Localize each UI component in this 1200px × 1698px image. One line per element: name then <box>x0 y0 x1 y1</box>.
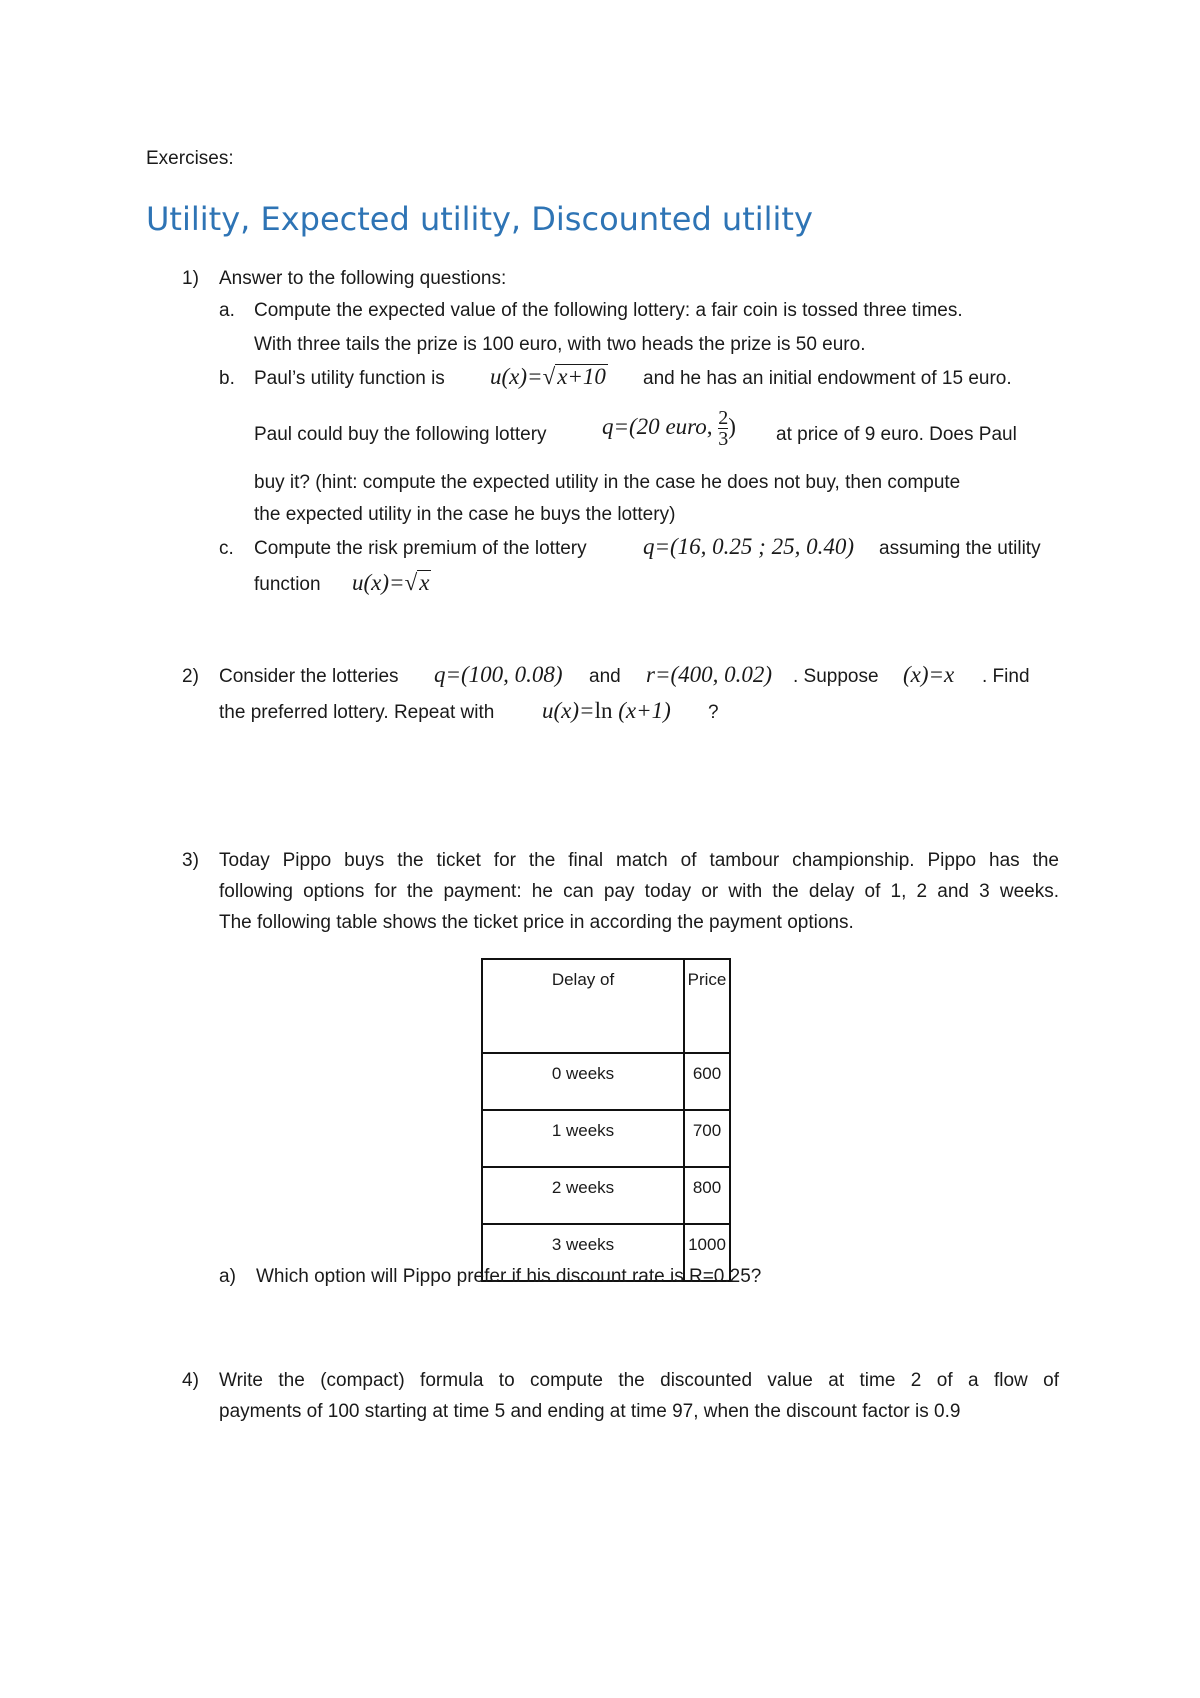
q2-lottery-r: r=(400, 0.02) <box>646 662 773 687</box>
q3-line1: Today Pippo buys the ticket for the final match of tambour championship. Pippo has the <box>219 850 1059 871</box>
q1c-lead: Compute the risk premium of the lottery <box>254 538 587 559</box>
q2-ux: u(x)= <box>542 698 595 723</box>
q1b-line3: buy it? (hint: compute the expected utility in the case he does not buy, then compute <box>254 472 961 493</box>
q2-linear-utility: (x)=x <box>903 662 955 687</box>
page-title: Utility, Expected utility, Discounted utility <box>146 200 813 238</box>
table-cell: 700 <box>684 1110 730 1167</box>
table-header-cell: Price <box>684 959 730 1053</box>
q1b-tail: and he has an initial endowment of 15 euro. <box>643 368 1012 389</box>
q1c-line2-lead: function <box>254 574 321 595</box>
table-row <box>482 1110 730 1167</box>
q1c-lottery-formula: q=(16, 0.25 ; 25, 0.40) <box>643 534 854 559</box>
q1b-formula-lhs: u(x)= <box>490 364 543 389</box>
q1b-lottery-lead: Paul could buy the following lottery <box>254 424 547 445</box>
q1a-line1: Compute the expected value of the following lottery: a fair coin is tossed three times. <box>254 300 963 321</box>
q3a-letter: a) <box>219 1266 236 1287</box>
q1b-line4: the expected utility in the case he buys the lottery) <box>254 504 676 525</box>
q2-number: 2) <box>182 666 199 687</box>
q1b-lottery-lhs: q=(20 <box>602 413 660 439</box>
q2-line2-lead: the preferred lottery. Repeat with <box>219 702 495 723</box>
q2-and: and <box>589 666 621 687</box>
q1b-formula-radicand: x+10 <box>557 364 606 389</box>
table-row <box>482 1167 730 1224</box>
price-table <box>481 958 731 1282</box>
exercises-label: Exercises: <box>146 148 234 169</box>
q1b-lottery-unit: euro <box>665 413 707 439</box>
q2-question-mark: ? <box>708 702 719 723</box>
table-cell: 1 weeks <box>482 1110 684 1167</box>
table-row <box>482 1053 730 1110</box>
q2-ln: ln <box>594 698 613 723</box>
q4-line2: payments of 100 starting at time 5 and ending at time 97, when the discount factor is 0.9 <box>219 1401 961 1422</box>
q1a-letter: a. <box>219 300 235 321</box>
q1b-utility-formula: u(x)=√x+10 <box>490 364 606 389</box>
q2-find: . Find <box>982 666 1030 687</box>
table-header-row <box>482 959 730 1053</box>
q4-line1: Write the (compact) formula to compute the discounted value at time 2 of a flow of <box>219 1370 1059 1391</box>
q2-suppose: . Suppose <box>793 666 879 687</box>
table-cell: 0 weeks <box>482 1053 684 1110</box>
q3-line3: The following table shows the ticket price in according the payment options. <box>219 912 854 933</box>
table-cell: 3 weeks <box>482 1224 684 1281</box>
q4-number: 4) <box>182 1370 199 1391</box>
q1c-func-lhs: u(x)= <box>352 570 405 595</box>
q3-line2: following options for the payment: he can pay today or with the delay of 1, 2 and 3 weeks. <box>219 881 1059 902</box>
q2-log-utility <box>542 698 671 724</box>
q3a-text: Which option will Pippo prefer if his discount rate is R=0.25? <box>256 1266 762 1287</box>
q1b-lottery-formula <box>602 408 736 449</box>
q1c-utility-formula: u(x)=√x <box>352 570 430 595</box>
table-cell: 2 weeks <box>482 1167 684 1224</box>
fraction-denominator: 3 <box>718 428 729 450</box>
q1c-func-radicand: x <box>419 570 430 595</box>
q2-lead: Consider the lotteries <box>219 666 399 687</box>
table-cell: 600 <box>684 1053 730 1110</box>
q1b-lottery-close: ) <box>728 413 736 439</box>
q2-lottery-q: q=(100, 0.08) <box>434 662 563 687</box>
q1b-lottery-sep: , <box>706 413 713 439</box>
q1-number: 1) <box>182 268 199 289</box>
q1b-lead: Paul’s utility function is <box>254 368 445 389</box>
q3-number: 3) <box>182 850 199 871</box>
q2-ln-arg: (x+1) <box>618 698 671 723</box>
q1b-letter: b. <box>219 368 235 389</box>
q1a-line2: With three tails the prize is 100 euro, with two heads the prize is 50 euro. <box>254 334 866 355</box>
q1c-letter: c. <box>219 538 234 559</box>
q1b-lottery-tail: at price of 9 euro. Does Paul <box>776 424 1017 445</box>
table-header-cell: Delay of <box>482 959 684 1053</box>
q1-intro: Answer to the following questions: <box>219 268 507 289</box>
table-cell: 800 <box>684 1167 730 1224</box>
q1c-tail: assuming the utility <box>879 538 1041 559</box>
fraction-numerator: 2 <box>718 407 729 429</box>
table-cell: 1000 <box>684 1224 730 1281</box>
two-thirds-fraction <box>718 408 728 449</box>
